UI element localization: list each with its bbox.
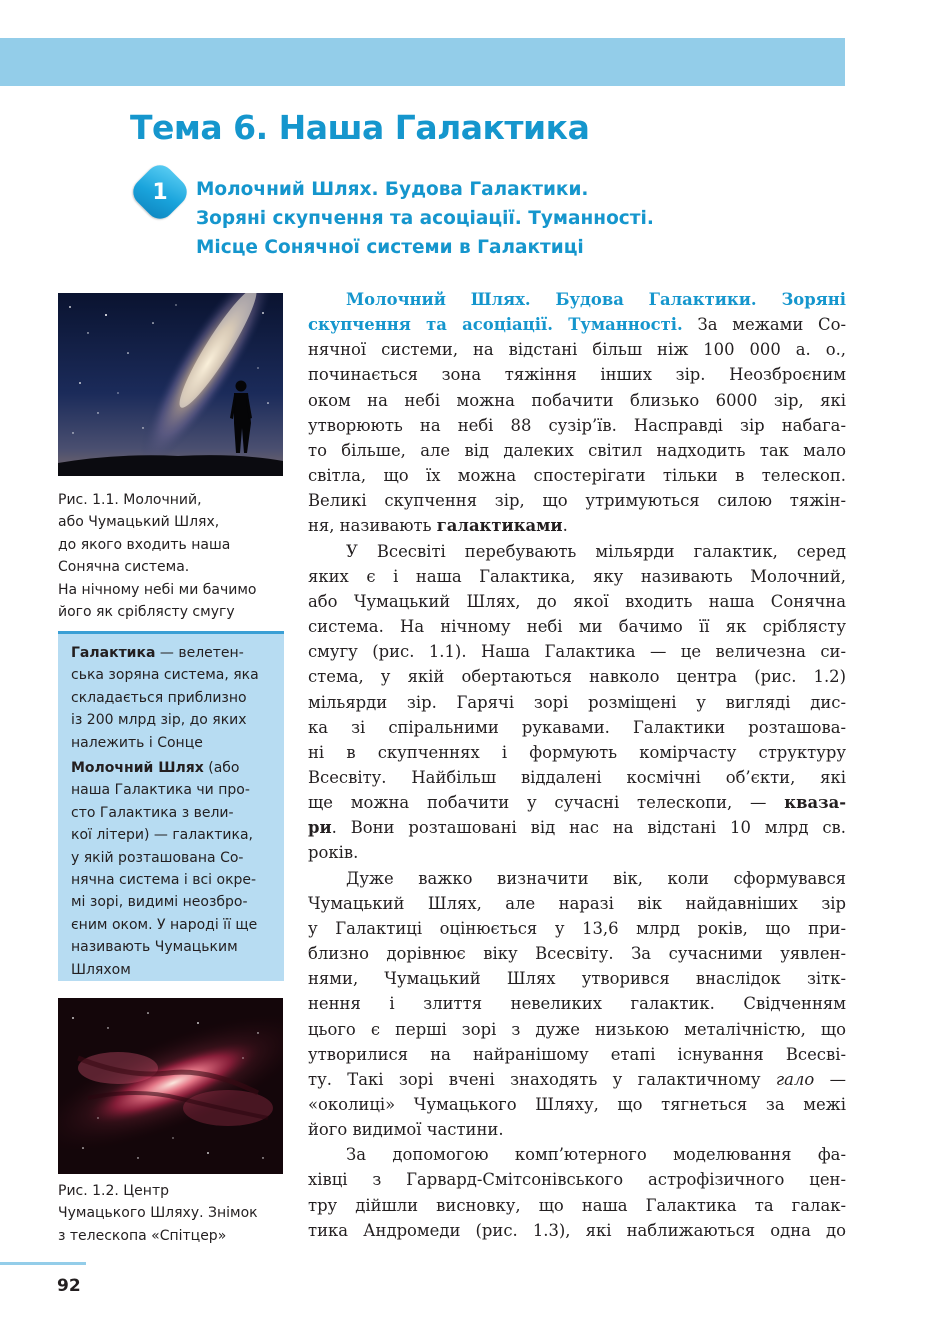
- glossary-line: Молочний Шлях (або: [71, 760, 240, 777]
- section-title-line: Зоряні скупчення та асоціації. Туманності.: [196, 208, 654, 229]
- caption-line: до якого входить наша: [58, 536, 231, 553]
- text-line: ня, називають галактиками.: [308, 516, 568, 536]
- glossary-line: кої літери) — галактика,: [71, 827, 253, 844]
- term-halo: гало: [775, 1069, 815, 1089]
- text-line: починається зона тяжіння інших зір. Неозброєним: [308, 365, 846, 385]
- glossary-line: єним оком. У народі її ще: [71, 916, 258, 933]
- main-text: [308, 287, 846, 1243]
- caption-line: Рис. 1.1. Молочний,: [58, 492, 202, 508]
- glossary-line: сто Галактика з вели-: [71, 804, 234, 821]
- text-line: нення і злиття невеликих галактик. Свідченням: [308, 994, 846, 1014]
- caption-line: з телескопа «Спітцер»: [58, 1227, 227, 1244]
- text-line: ту. Такі зорі вчені знаходять у галактичному гало —: [308, 1069, 846, 1089]
- text-line: тру дійшли висновку, що наша Галактика та галак-: [308, 1195, 846, 1215]
- text-line: нями, Чумацький Шлях утворився внаслідок зітк-: [308, 969, 846, 989]
- text-line: то більше, але від далеких світил надходить так мало: [308, 440, 846, 460]
- glossary-line: ська зоряна система, яка: [71, 667, 259, 684]
- text-line: ка зі спіральними рукавами. Галактики розташова-: [308, 717, 846, 737]
- glossary-line: нячна система і всі окре-: [71, 872, 257, 889]
- text-line: цього є перші зорі з дуже низькою металічністю, що: [308, 1019, 846, 1039]
- glossary-line: мі зорі, видимі неозбро-: [71, 894, 248, 911]
- text-line: років.: [308, 843, 359, 863]
- text-line: мільярди зір. Гарячі зорі розміщені у вигляді дис-: [308, 692, 846, 712]
- footer-rule: [0, 1262, 86, 1265]
- caption-line: його як сріблясту смугу: [58, 604, 235, 621]
- glossary-line: у якій розташована Со-: [71, 849, 244, 866]
- section-number: 1: [152, 179, 168, 205]
- glossary-line: із 200 млрд зір, до яких: [71, 712, 247, 729]
- text-line: «околиці» Чумацького Шляху, що тягнеться за межі: [308, 1095, 846, 1114]
- galactic-center-photo: [58, 998, 283, 1174]
- caption-line: На нічному небі ми бачимо: [58, 581, 257, 598]
- caption-line: Рис. 1.2. Центр: [58, 1183, 169, 1199]
- glossary-box: [58, 631, 284, 981]
- text-line: ри. Вони розташовані від нас на відстані 10 млрд св.: [308, 818, 846, 838]
- caption-line: Сонячна система.: [58, 559, 190, 576]
- text-line: утворюють на небі 88 сузір’їв. Насправді зір набага-: [308, 415, 846, 435]
- text-line: ні в скупченнях і формують комірчасту структуру: [308, 742, 846, 762]
- text-line: Молочний Шлях. Будова Галактики. Зоряні: [346, 290, 846, 309]
- text-line: або Чумацький Шлях, до якої входить наша Сонячна: [308, 591, 846, 611]
- section-title-line: Місце Сонячної системи в Галактиці: [196, 237, 584, 258]
- text-line: У Всесвіті перебувають мільярди галактик, серед: [346, 541, 846, 561]
- text-line: оком на небі можна побачити близько 6000 зір, які: [308, 390, 846, 410]
- text-line: Чумацький Шлях, але наразі вік найдавніших зір: [308, 893, 846, 913]
- section-title-line: Молочний Шлях. Будова Галактики.: [196, 179, 589, 200]
- page-number: 92: [57, 1276, 81, 1296]
- text-line: ще можна побачити у сучасні телескопи, — кваза-: [308, 793, 846, 813]
- glossary-line: належить і Сонце: [71, 734, 203, 751]
- text-line: світла, що їх можна спостерігати тільки в телескоп.: [308, 466, 846, 486]
- text-line: Великі скупчення зір, що утримуються силою тяжін-: [308, 491, 846, 511]
- text-line: За допомогою комп’ютерного моделювання фа-: [346, 1145, 846, 1165]
- text-line: Дуже важко визначити вік, коли сформувався: [346, 868, 846, 888]
- glossary-term: Молочний Шлях: [71, 760, 204, 777]
- text-line: у Галактиці оцінюється у 13,6 млрд років, що при-: [308, 918, 846, 938]
- section-title: [196, 175, 816, 262]
- figure-1-1-caption: [58, 489, 256, 623]
- glossary-line: складається приблизно: [71, 689, 247, 706]
- text-line: утворилися на найранішому етапі існування Всесві-: [308, 1044, 846, 1064]
- text-line: його видимої частини.: [308, 1120, 504, 1140]
- term-galaxies: галактиками: [436, 516, 563, 536]
- text-line: скупчення та асоціації. Туманності. За межами Со-: [308, 315, 846, 335]
- text-line: смугу (рис. 1.1). Наша Галактика — це величезна си-: [308, 642, 846, 662]
- glossary-line: називають Чумацьким: [71, 939, 238, 956]
- text-line: близно дорівнює віку Всесвіту. За сучасними уявлен-: [308, 944, 846, 964]
- glossary-line: наша Галактика чи про-: [71, 782, 250, 799]
- text-line: тика Андромеди (рис. 1.3), які наближаються одна до: [308, 1220, 846, 1240]
- text-line: хівці з Гарвард-Смітсонівського астрофізичного цен-: [308, 1170, 846, 1190]
- term-quasars: кваза-: [784, 793, 846, 813]
- header-band: [0, 38, 845, 86]
- text-line: система. На нічному небі ми бачимо її як сріблясту: [308, 617, 846, 637]
- caption-line: Чумацького Шляху. Знімок: [58, 1205, 258, 1222]
- glossary-line: Галактика — велетен-: [71, 645, 244, 661]
- text-line: нячної системи, на відстані більш ніж 100 000 а. о.,: [308, 340, 846, 360]
- text-line: стема, у якій обертаються навколо центра (рис. 1.2): [308, 667, 846, 687]
- topic-title: Тема 6. Наша Галактика: [130, 108, 590, 147]
- text-line: Всесвіту. Найбільш віддалені космічні об’єкти, які: [308, 767, 846, 787]
- glossary-term: Галактика: [71, 645, 156, 661]
- text-line: яких є і наша Галактика, яку називають Молочний,: [308, 566, 846, 586]
- figure-1-2-caption: [58, 1180, 258, 1247]
- caption-line: або Чумацький Шлях,: [58, 514, 220, 531]
- milky-way-photo: [58, 293, 283, 476]
- glossary-line: Шляхом: [71, 961, 131, 978]
